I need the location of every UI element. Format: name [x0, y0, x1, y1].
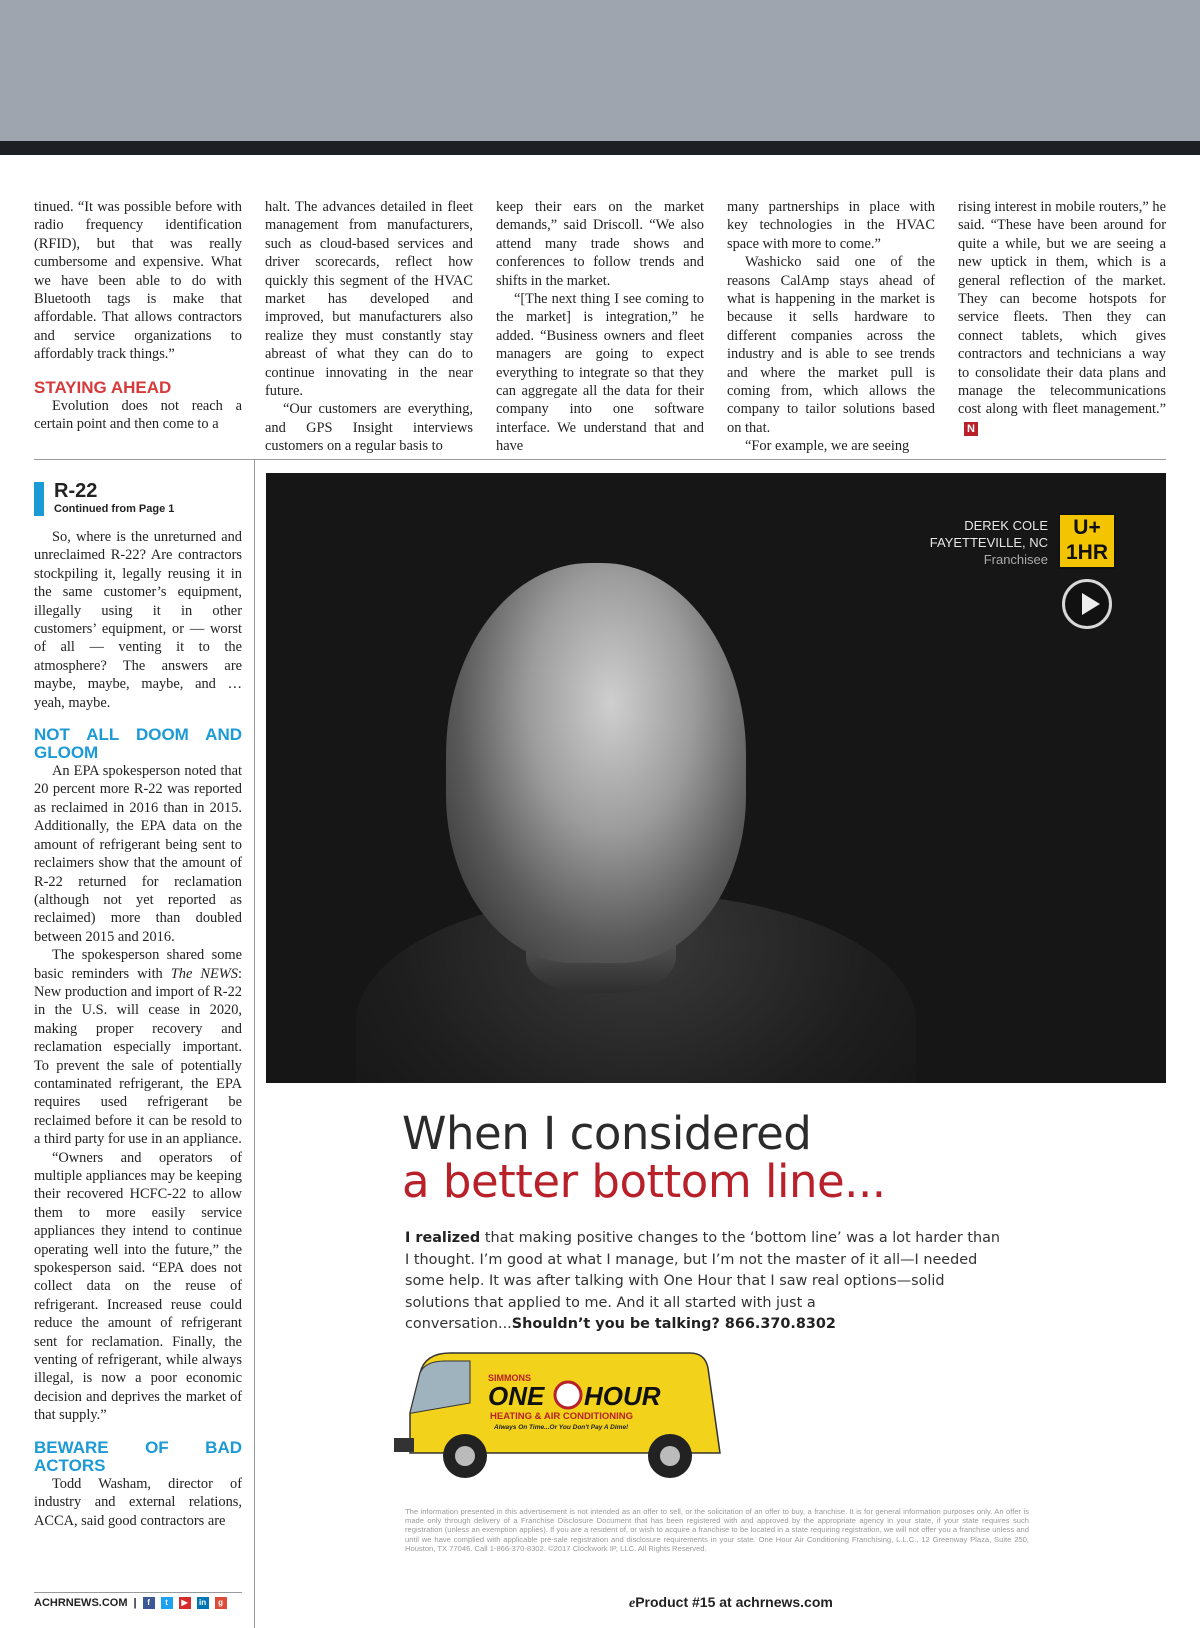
sidebar-header [34, 480, 242, 516]
separator: | [133, 1597, 137, 1609]
article-column-3 [496, 198, 704, 456]
sidebar-title: R-22 [54, 480, 98, 502]
franchisee-location: FAYETTEVILLE, NC [929, 535, 1048, 550]
ad-disclaimer: The information presented in this advertisement is not intended as an offer to sell, or the solicitation of an offer to buy, a franchise. It is for general information purposes only. An offer is made only through delivery of a Franchise Disclosure Document that has been registered with and approved by the appropriate agency in your state, if your state requires such registration (unless an exemption applies). If you are a resident of, or wish to acquire a franchise to be located in a state requiring registration, we will not offer you a franchise unless and until we have complied with applicable pre-sale registration and disclosure requirements in your state. One Hour Air Conditioning Franchising, L.L.C., 12 Greenway Plaza, Suite 250, Houston, TX 77046. Call 1-866-370-8302. ©2017 Clockwork IP, LLC. All Rights Reserved. [405, 1507, 1029, 1553]
ad-headline-line2: a better bottom line... [402, 1155, 886, 1208]
van-brand-one: ONE [488, 1381, 545, 1411]
ad-headline-line1: When I considered [402, 1107, 812, 1160]
ad-body-text: that making positive changes to the ‘bottom line’ was a lot harder than I thought. I’m good at what I manage, but I’m not the master of it all—I needed some help. It was after talking with One Hour that I saw real options—solid solutions that applied to me. And it all started with just a conversation... [405, 1230, 1001, 1332]
ad-body-lead: I realized [405, 1230, 481, 1246]
subhead-beware: BEWARE OF BAD ACTORS [34, 1437, 242, 1475]
van-tagline: Always On Time...Or You Don't Pay A Dime! [494, 1424, 629, 1431]
ad-portrait-photo [266, 473, 1166, 1083]
paragraph [958, 198, 1166, 437]
eproduct-reference [629, 1594, 833, 1612]
subhead-staying-ahead: STAYING AHEAD [34, 377, 172, 397]
eproduct-prefix: e [629, 1596, 636, 1611]
header-band [0, 0, 1200, 141]
ad-body [405, 1228, 1005, 1336]
paragraph-text: : New production and import of R-22 in the U.S. will cease in 2020, making proper recovery and reclamation especially important. To prevent the sale of potentially contaminated refrigerant, the EPA requires used refrigerant be reclaimed before it can be resold to a third party for use in an appliance. [34, 965, 242, 1148]
subhead-not-all-doom: NOT ALL DOOM AND GLOOM [34, 725, 242, 763]
site-link[interactable]: ACHRNEWS.COM [34, 1597, 128, 1609]
sidebar-r22 [34, 480, 242, 1530]
googleplus-icon[interactable]: g [215, 1597, 227, 1609]
paragraph: “[The next thing I see coming to the market] is integration,” he added. “Business owners and fleet managers are going to expect everything to integrate so that they can aggregate all the data for their company into one software interface. We understand that and have [496, 291, 704, 455]
article-column-4 [727, 198, 935, 456]
paragraph [34, 946, 242, 1148]
franchisee-role: Franchisee [983, 552, 1048, 567]
footer-site [34, 1597, 227, 1609]
franchisee-name: DEREK COLE [964, 518, 1048, 533]
twitter-icon[interactable]: t [161, 1597, 173, 1609]
paragraph: “Our customers are everything, and GPS Insight interviews customers on a regular basis to [265, 401, 473, 455]
paragraph: Washicko said one of the reasons CalAmp stays ahead of what is happening in the market is because it sells hardware to different companies across the industry and is able to see trends and where the market pull is coming from, which allows the company to tailor solutions based on that. [727, 254, 935, 436]
paragraph: So, where is the unreturned and unreclaimed R-22? Are contractors stockpiling it, legally reusing it in the same customer’s equipment, illegally using it in other customers’ equipment, or — worst of all — venting it to the atmosphere? The answers are maybe, maybe, maybe, and … yeah, maybe. [34, 529, 242, 711]
van-brand-small: SIMMONS [488, 1373, 532, 1383]
linkedin-icon[interactable]: in [197, 1597, 209, 1609]
article-column-2 [265, 198, 473, 456]
header-rule [0, 141, 1200, 155]
eproduct-text: Product #15 at achrnews.com [635, 1594, 833, 1610]
paragraph: “For example, we are seeing [745, 438, 910, 455]
paragraph: halt. The advances detailed in fleet management from manufacturers, such as cloud-based services and driver scorecards, reflect how quickly this segment of the HVAC market has developed and improved, but manufacturers also realize they must constantly stay abreast of what they can do to continue innovating in the near future. [265, 199, 473, 400]
publication-name: The NEWS [170, 965, 238, 982]
footer-rule [34, 1592, 242, 1593]
logo-bottom: 1HR [1065, 541, 1108, 564]
facebook-icon[interactable]: f [143, 1597, 155, 1609]
franchisee-caption [930, 517, 1048, 568]
paragraph: “Owners and operators of multiple appliances may be keeping their recovered HCFC-22 to allow them to more easily service appliances they intend to continue operating well into the future,” the spokesperson said. “EPA does not collect data on the reuse of refrigerant. Increased reuse could reduce the amount of refrigerant sent for reclamation. Finally, the venting of refrigerant, while always illegal, is now a poor economic decision and deprives the market of that supply.” [34, 1149, 242, 1424]
end-mark-icon: N [964, 422, 978, 436]
section-divider [34, 459, 1166, 460]
van-brand-hour: HOUR [584, 1381, 661, 1411]
accent-bar [34, 482, 44, 516]
paragraph: tinued. “It was possible before with radio frequency identification (RFID), but that was really cumbersome and expensive. What we have been able to do with Bluetooth tags is make that affordable. That allows contractors and service organizations to affordably track things.” [34, 199, 242, 363]
sidebar-divider [254, 459, 255, 1628]
van-clock-icon [555, 1382, 581, 1408]
continued-note: Continued from Page 1 [54, 503, 175, 515]
one-hour-logo [1058, 513, 1116, 569]
paragraph: many partnerships in place with key technologies in the HVAC space with more to come.” [727, 199, 935, 252]
portrait-head [446, 563, 746, 963]
paragraph: An EPA spokesperson noted that 20 percent more R-22 was reported as reclaimed in 2016 than in 2015. Additionally, the EPA data on the amount of refrigerant being sent to reclaimers show that the amount of R-22 returned for reclamation (although not yet reported as reclaimed) more than doubled between 2015 and 2016. [34, 763, 242, 945]
service-van-image [390, 1343, 740, 1483]
paragraph: Todd Washam, director of industry and external relations, ACCA, said good contractors are [34, 1475, 242, 1529]
van-brand-sub: HEATING & AIR CONDITIONING [490, 1411, 634, 1422]
logo-top: U+ [1073, 516, 1101, 539]
article-column-5 [958, 198, 1166, 437]
paragraph: Evolution does not reach a certain point and then come to a [34, 397, 242, 433]
paragraph-text: rising interest in mobile routers,” he said. “These have been around for quite a while, but we are seeing a new uptick in them, which is a general reflection of the market. They can become hotspots for service fleets. Then they can connect tablets, which gives contractors and technicians a way to consolidate their data plans and manage the telecommunications cost along with fleet management.” [958, 199, 1166, 418]
play-video-icon[interactable] [1062, 579, 1112, 629]
paragraph: keep their ears on the market demands,” said Driscoll. “We also attend many trade shows and conferences to follow trends and shifts in the market. [496, 199, 704, 289]
paragraph-text: The spokesperson shared some basic reminders with [34, 947, 242, 982]
article-column-1 [34, 198, 242, 433]
youtube-icon[interactable]: ▶ [179, 1597, 191, 1609]
ad-call-to-action[interactable]: Shouldn’t you be talking? 866.370.8302 [511, 1316, 836, 1332]
